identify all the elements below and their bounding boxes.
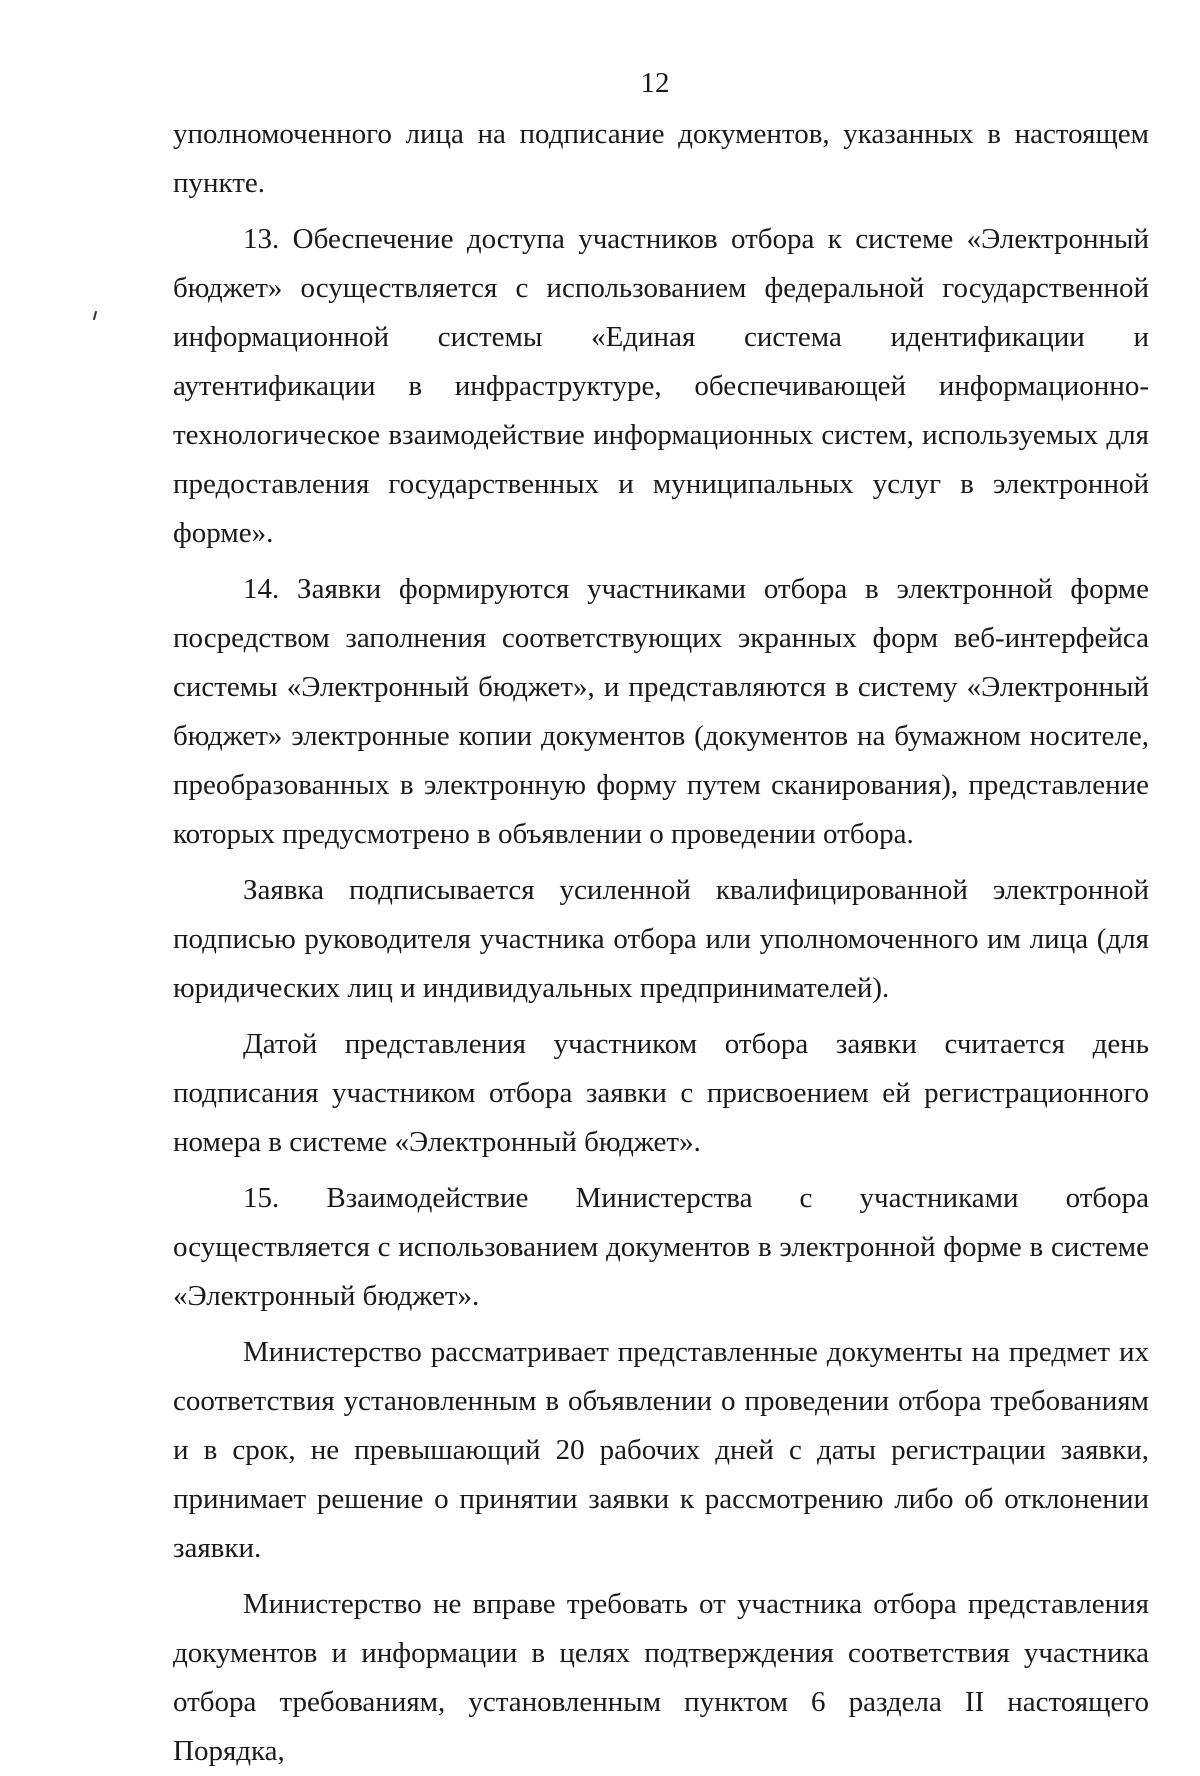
paragraph-ministry-restriction: Министерство не вправе требовать от участника отбора представления документов и информации в целях подтверждения соответствия участника отбора требованиям, установленным пунктом 6 раздела II настоящего Порядка, (173, 1588, 1149, 1767)
paragraph-item-14: 14. Заявки формируются участниками отбора в электронной форме посредством заполнения соответствующих экранных форм веб-интерфейса системы «Электронный бюджет», и представляются в систему «Электронный бюджет» электронные копии документов (документов на бумажном носителе, преобразованных в электронную форму путем сканирования), представление которых предусмотрено в объявлении о проведении отбора. (173, 573, 1149, 850)
paragraph-ministry-review: Министерство рассматривает представленные документы на предмет их соответствия установленным в объявлении о проведении отбора требованиям и в срок, не превышающий 20 рабочих дней с даты регистрации заявки, принимает решение о принятии заявки к рассмотрению либо об отклонении заявки. (173, 1336, 1149, 1564)
page-number: 12 (640, 67, 670, 99)
paragraph-item-15: 15. Взаимодействие Министерства с участниками отбора осуществляется с использованием документов в электронной форме в системе «Электронный бюджет». (173, 1182, 1149, 1312)
paragraph-continuation: уполномоченного лица на подписание документов, указанных в настоящем пункте. (173, 118, 1149, 199)
document-body (173, 110, 1149, 1776)
paragraph-application-signing: Заявка подписывается усиленной квалифицированной электронной подписью руководителя участника отбора или уполномоченного им лица (для юридических лиц и индивидуальных предпринимателей). (173, 874, 1149, 1004)
paragraph-item-13: 13. Обеспечение доступа участников отбора к системе «Электронный бюджет» осуществляется с использованием федеральной государственной информационной системы «Единая система идентификации и аутентификации в инфраструктуре, обеспечивающей информационно-технологическое взаимодействие информационных систем, используемых для предоставления государственных и муниципальных услуг в электронной форме». (173, 223, 1149, 549)
paragraph-submission-date: Датой представления участником отбора заявки считается день подписания участником отбора заявки с присвоением ей регистрационного номера в системе «Электронный бюджет». (173, 1028, 1149, 1158)
margin-mark (93, 311, 97, 320)
